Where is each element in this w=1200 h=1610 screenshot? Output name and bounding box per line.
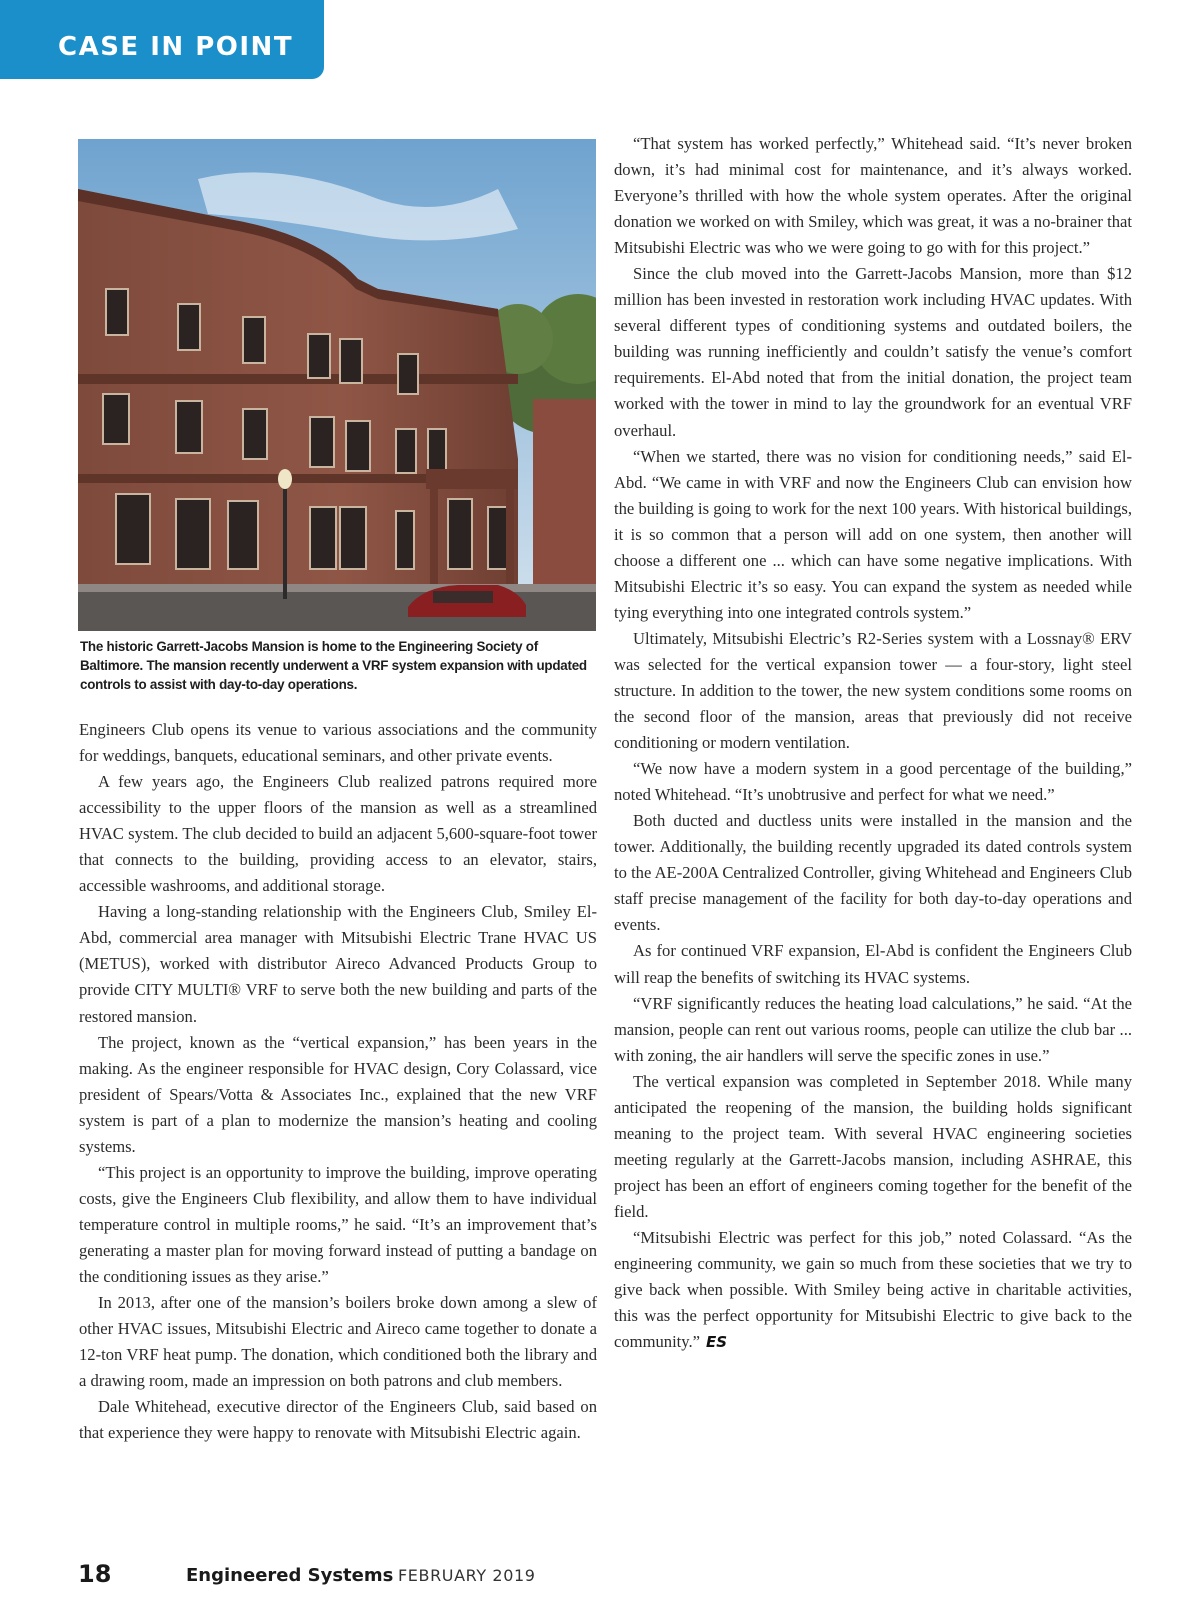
paragraph: Having a long-standing relationship with the Engineers Club, Smiley El-Abd, commercial area manager with Mitsubishi Electric Trane HVAC US (METUS), worked with distributor Aireco Advanced Products Group to provide CITY MULTI® VRF to serve both the new building and parts of the restored mansion. xyxy=(79,902,597,1026)
paragraph: A few years ago, the Engineers Club realized patrons required more accessibility to the upper floors of the mansion as well as a streamlined HVAC system. The club decided to build an adjacent 5,600-square-foot tower that connects to the building, providing access to an elevator, stairs, accessible washrooms, and additional storage. xyxy=(79,772,597,896)
article-left-column xyxy=(79,717,597,1446)
paragraph: “This project is an opportunity to improve the building, improve operating costs, give the Engineers Club flexibility, and allow them to have individual temperature control in multiple rooms,” he said. “It’s an improvement that’s generating a master plan for moving forward instead of putting a bandage on the conditioning issues as they arise.” xyxy=(79,1162,597,1286)
issue-date: FEBRUARY 2019 xyxy=(398,1566,536,1585)
es-end-mark: ES xyxy=(706,1333,728,1352)
paragraph: The vertical expansion was completed in September 2018. While many anticipated the reopening of the mansion, the building holds significant meaning to the project team. With several HVAC engineering societies meeting regularly at the Garrett-Jacobs mansion, including ASHRAE, this project has been an effort of engineers coming together for the benefit of the field. xyxy=(614,1071,1132,1221)
mansion-photo xyxy=(78,139,596,631)
paragraph: In 2013, after one of the mansion’s boilers broke down among a slew of other HVAC issues, Mitsubishi Electric and Aireco came together to donate a 12-ton VRF heat pump. The donation, which conditioned both the library and a drawing room, made an impression on both patrons and club members. xyxy=(79,1293,597,1391)
paragraph-text: “Mitsubishi Electric was perfect for this job,” noted Colassard. “As the engineering community, we gain so much from these societies that we try to give back when possible. With Smiley being active in charitable activities, this was the perfect opportunity for Mitsubishi Electric to give back to the community.” xyxy=(614,1227,1132,1352)
paragraph: Ultimately, Mitsubishi Electric’s R2-Series system with a Lossnay® ERV was selected for the vertical expansion tower — a four-story, light steel structure. In addition to the tower, the new system conditions some rooms on the second floor of the mansion, areas that previously did not receive conditioning or modern ventilation. xyxy=(614,628,1132,753)
paragraph: Both ducted and ductless units were installed in the mansion and the tower. Additionally, the building recently upgraded its dated controls system to the AE-200A Centralized Controller, giving Whitehead and Engineers Club staff precise management of the facility for both day-to-day operations and events. xyxy=(614,811,1132,935)
paragraph: The project, known as the “vertical expansion,” has been years in the making. As the engineer responsible for HVAC design, Cory Colassard, vice president of Spears/Votta & Associates Inc., explained that the new VRF system is part of a plan to modernize the mansion’s heating and cooling systems. xyxy=(79,1032,597,1156)
photo-caption: The historic Garrett-Jacobs Mansion is home to the Engineering Society of Baltimore. The mansion recently underwent a VRF system expansion with updated controls to assist with day-to-day operations. xyxy=(80,639,587,692)
section-tab-label: CASE IN POINT xyxy=(58,32,294,62)
article-right-column xyxy=(614,131,1132,1355)
paragraph: Engineers Club opens its venue to various associations and the community for weddings, banquets, educational seminars, and other private events. xyxy=(79,720,597,766)
paragraph: As for continued VRF expansion, El-Abd is confident the Engineers Club will reap the benefits of switching its HVAC systems. xyxy=(614,941,1132,987)
paragraph-final xyxy=(614,1225,1132,1355)
paragraph: Since the club moved into the Garrett-Jacobs Mansion, more than $12 million has been invested in restoration work including HVAC updates. With several different types of conditioning systems and outdated boilers, the building was running inefficiently and couldn’t satisfy the venue’s comfort requirements. El-Abd noted that from the initial donation, the project team worked with the tower in mind to lay the groundwork for an eventual VRF overhaul. xyxy=(614,264,1132,440)
paragraph: Dale Whitehead, executive director of the Engineers Club, said based on that experience they were happy to renovate with Mitsubishi Electric again. xyxy=(79,1397,597,1443)
section-tab xyxy=(0,0,324,79)
page-number: 18 xyxy=(78,1560,112,1588)
paragraph: “VRF significantly reduces the heating load calculations,” he said. “At the mansion, people can rent out various rooms, people can utilize the club bar ... with zoning, the air handlers will serve the specific zones in use.” xyxy=(614,993,1132,1065)
paragraph: “When we started, there was no vision for conditioning needs,” said El-Abd. “We came in with VRF and now the Engineers Club can envision how the building is going to work for the next 100 years. With historical buildings, it is so common that a person will add on one system, then another will choose a different one ... which can have some negative implications. With Mitsubishi Electric it’s so easy. You can expand the system as needed while tying everything into one integrated controls system.” xyxy=(614,446,1132,622)
paragraph: “We now have a modern system in a good percentage of the building,” noted Whitehead. “It’s unobtrusive and perfect for what we need.” xyxy=(614,759,1132,805)
magazine-name: Engineered Systems xyxy=(186,1565,394,1586)
page-footer xyxy=(78,1560,778,1590)
paragraph: “That system has worked perfectly,” Whitehead said. “It’s never broken down, it’s had minimal cost for maintenance, and it’s always worked. Everyone’s thrilled with how the whole system operates. After the original donation we worked on with Smiley, which was great, it was a no-brainer that Mitsubishi Electric was who we were going to go with for this project.” xyxy=(614,134,1132,258)
